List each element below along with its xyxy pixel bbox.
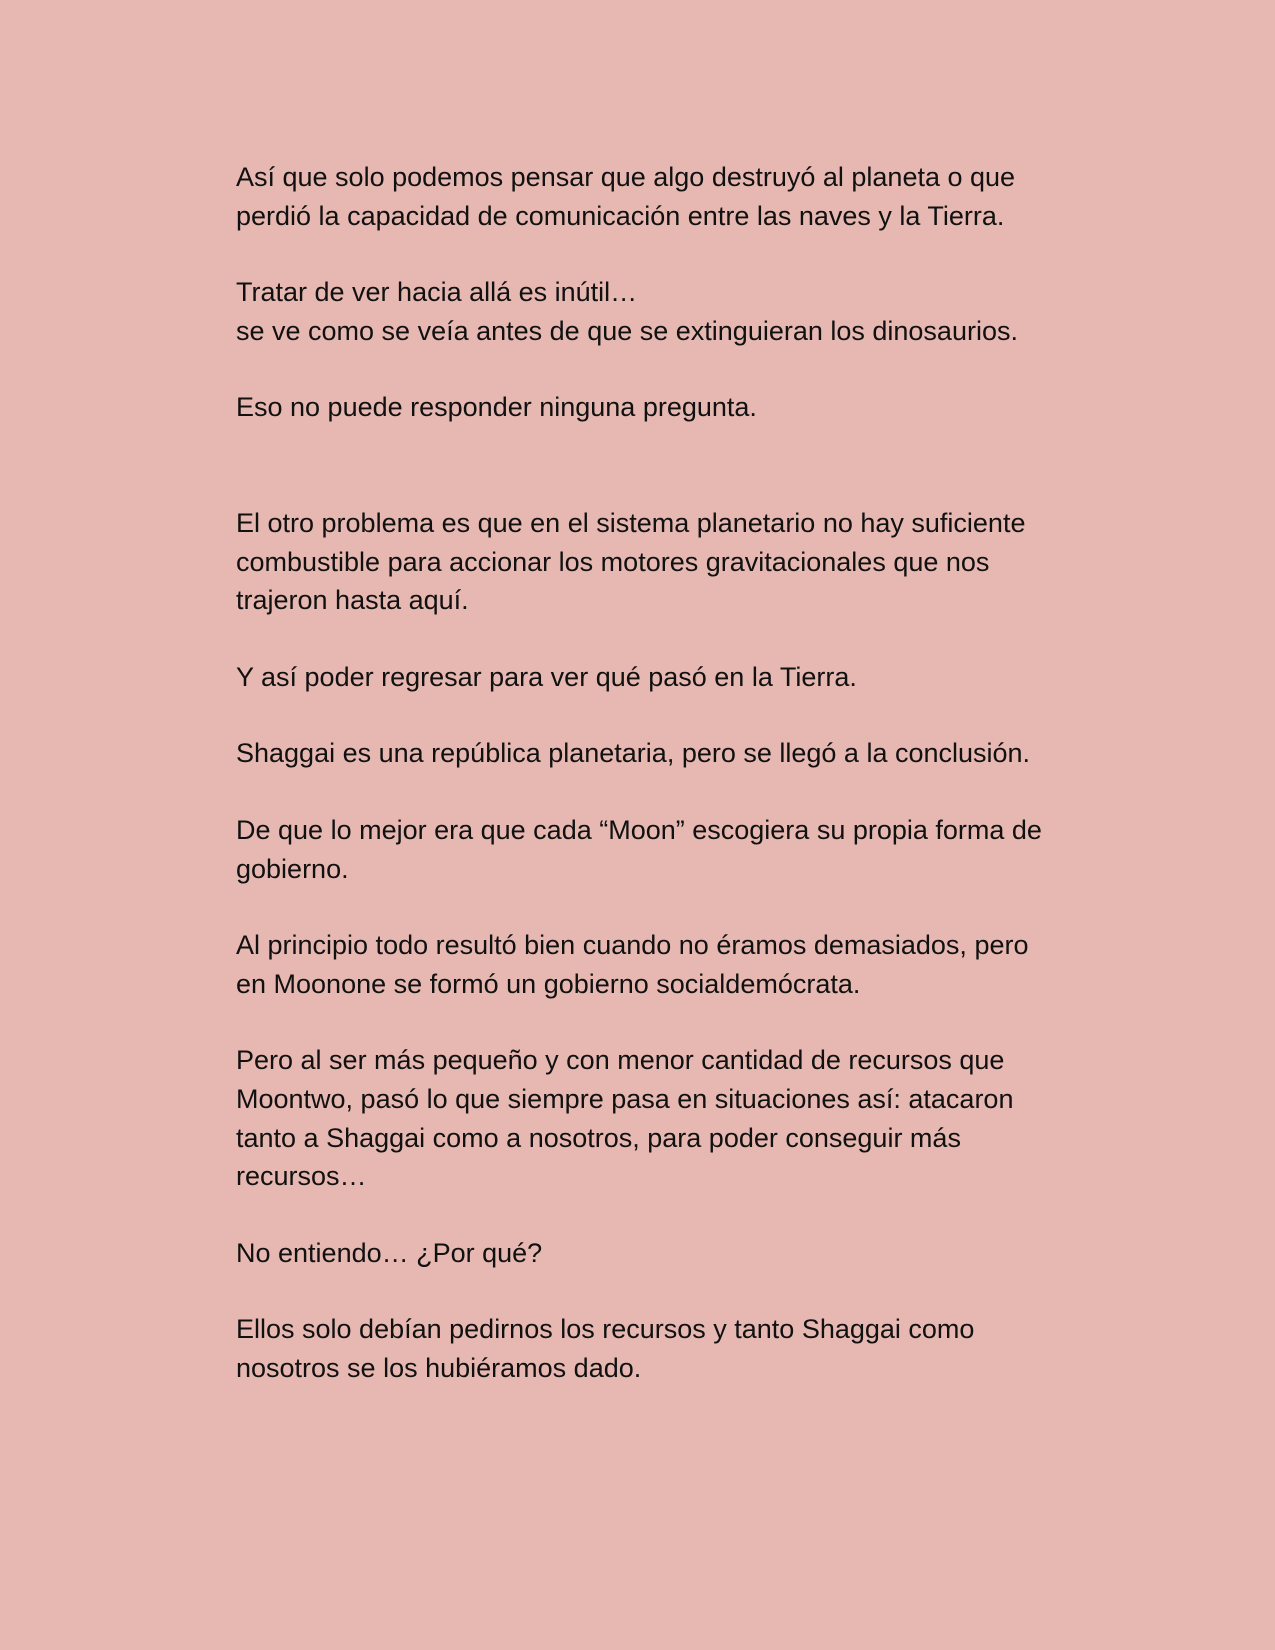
document-text bbox=[236, 158, 1141, 1387]
paragraph-11: Ellos solo debían pedirnos los recursos y tanto Shaggai como nosotros se los hubiéramos dado. bbox=[236, 1314, 975, 1383]
paragraph-4: El otro problema es que en el sistema planetario no hay suficiente combustible para accionar los motores gravitacionales que nos trajeron hasta aquí. bbox=[236, 507, 1026, 616]
paragraph-2: Tratar de ver hacia allá es inútil… se ve como se veía antes de que se extinguieran los dinosaurios. bbox=[236, 277, 1018, 346]
paragraph-3: Eso no puede responder ninguna pregunta. bbox=[236, 392, 757, 423]
paragraph-10: No entiendo… ¿Por qué? bbox=[236, 1237, 543, 1268]
paragraph-6: Shaggai es una república planetaria, pero se llegó a la conclusión. bbox=[236, 738, 1031, 769]
paragraph-8: Al principio todo resultó bien cuando no éramos demasiados, pero en Moonone se formó un gobierno socialdemócrata. bbox=[236, 930, 1029, 999]
paragraph-1: Así que solo podemos pensar que algo destruyó al planeta o que perdió la capacidad de comunicación entre las naves y la Tierra. bbox=[236, 162, 1016, 231]
paragraph-7: De que lo mejor era que cada “Moon” escogiera su propia forma de gobierno. bbox=[236, 814, 1042, 884]
paragraph-9: Pero al ser más pequeño y con menor cantidad de recursos que Moontwo, pasó lo que siempre pasa en situaciones así: atacaron tanto a Shaggai como a nosotros, para poder conseguir más recursos… bbox=[236, 1045, 1014, 1192]
paragraph-5: Y así poder regresar para ver qué pasó en la Tierra. bbox=[236, 661, 857, 692]
